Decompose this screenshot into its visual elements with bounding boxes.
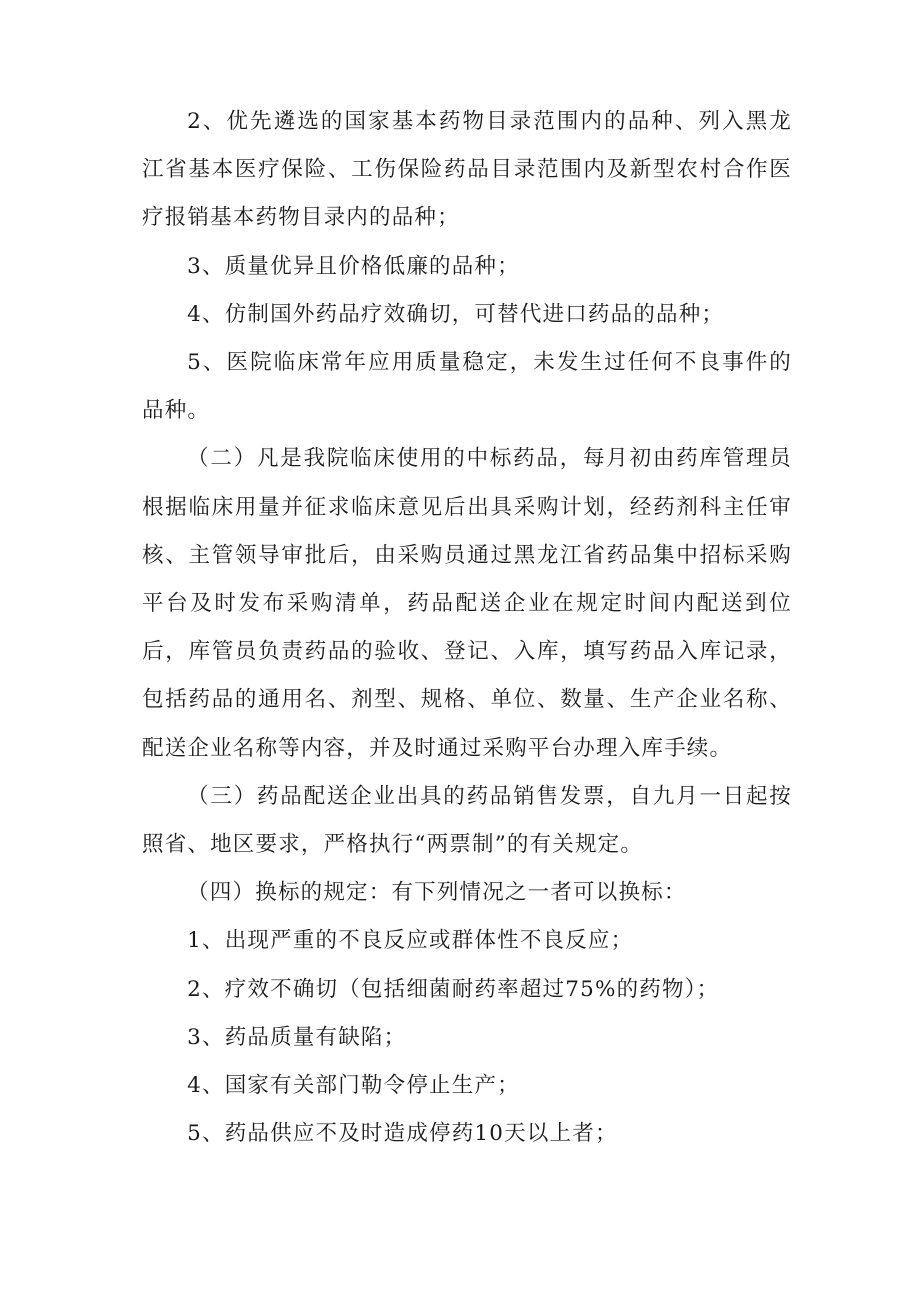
paragraph-replacement-condition-3: 3、药品质量有缺陷；: [187, 1024, 407, 1050]
paragraph-replacement-condition-2: 2、疗效不确切（包括细菌耐药率超过75%的药物）；: [187, 976, 720, 1002]
paragraph-selection-criterion-3: 3、质量优异且价格低廉的品种；: [187, 253, 520, 279]
document-body: [142, 98, 792, 1158]
paragraph-section-3-invoice: （三）药品配送企业出具的药品销售发票，自九月一日起按照省、地区要求，严格执行“两票制”的有关规定。: [142, 783, 792, 858]
paragraph-replacement-condition-5: 5、药品供应不及时造成停药10天以上者；: [187, 1121, 618, 1147]
paragraph-section-2-procurement: （二）凡是我院临床使用的中标药品，每月初由药库管理员根据临床用量并征求临床意见后出具采购计划，经药剂科主任审核、主管领导审批后，由采购员通过黑龙江省药品集中招标采购平台及时发布采购清单，药品配送企业在规定时间内配送到位后，库管员负责药品的验收、登记、入库，填写药品入库记录，包括药品的通用名、剂型、规格、单位、数量、生产企业名称、配送企业名称等内容，并及时通过采购平台办理入库手续。: [142, 446, 792, 761]
paragraph-replacement-condition-1: 1、出现严重的不良反应或群体性不良反应；: [187, 928, 634, 954]
paragraph-selection-criterion-2: 2、优先遴选的国家基本药物目录范围内的品种、列入黑龙江省基本医疗保险、工伤保险药品目录范围内及新型农村合作医疗报销基本药物目录内的品种；: [142, 109, 792, 231]
paragraph-replacement-condition-4: 4、国家有关部门勒令停止生产；: [187, 1073, 520, 1099]
paragraph-section-4-heading: （四）换标的规定：有下列情况之一者可以换标：: [187, 880, 687, 906]
paragraph-selection-criterion-4: 4、仿制国外药品疗效确切，可替代进口药品的品种；: [187, 301, 725, 327]
paragraph-selection-criterion-5: 5、医院临床常年应用质量稳定，未发生过任何不良事件的品种。: [142, 350, 792, 424]
